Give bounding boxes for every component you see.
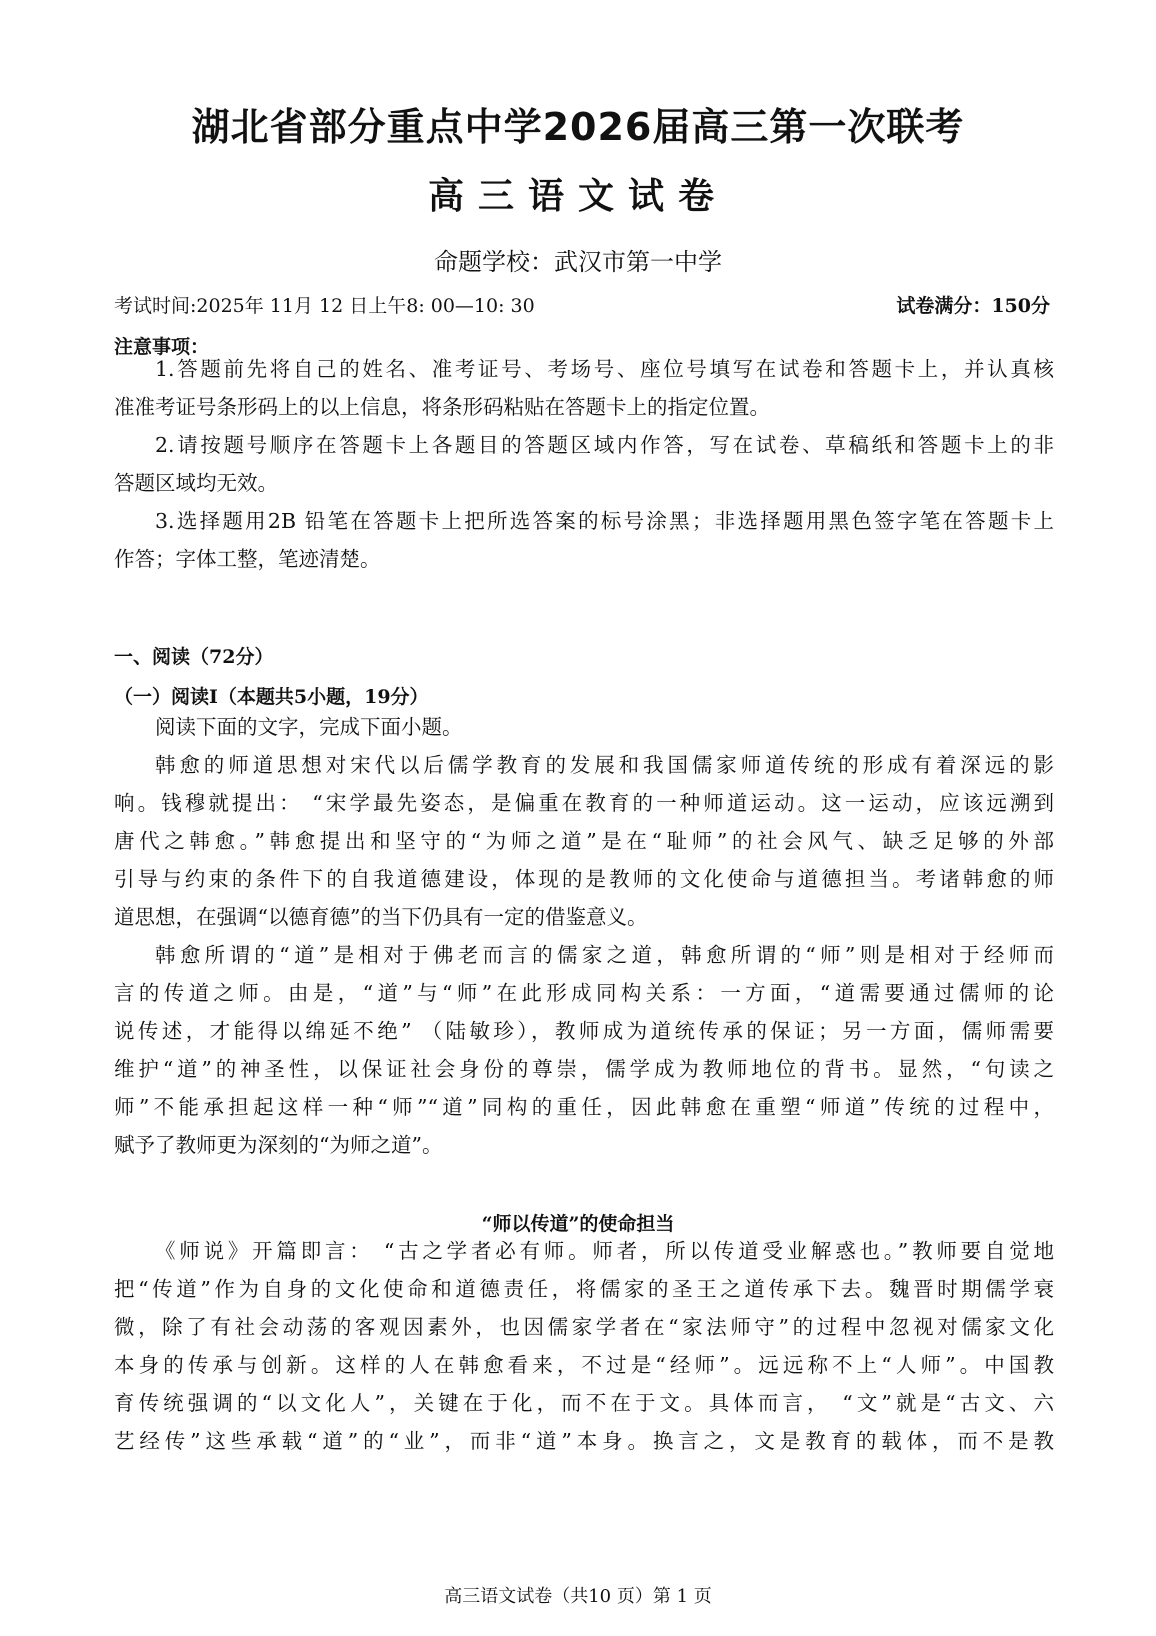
paragraph-line: 言的传道之师。由是，“道”与“师”在此形成同构关系：一方面，“道需要通过儒师的论 bbox=[114, 981, 1054, 1005]
paragraph-line: 育传统强调的“以文化人”，关键在于化，而不在于文。具体而言， “文”就是“古文、六 bbox=[114, 1391, 1054, 1415]
paragraph-line: 响。钱穆就提出： “宋学最先姿态，是偏重在教育的一种师道运动。这一运动，应该远溯到 bbox=[114, 791, 1054, 815]
instruction-line: 阅读下面的文字，完成下面小题。 bbox=[155, 715, 463, 739]
paper-subtitle: 高三语文试卷 bbox=[427, 176, 728, 217]
notes-line: 作答；字体工整，笔迹清楚。 bbox=[114, 547, 381, 571]
paragraph-line: 维护“道”的神圣性，以保证社会身份的尊崇，儒学成为教师地位的背书。显然，“句读之 bbox=[114, 1057, 1054, 1081]
paragraph-line: 微，除了有社会动荡的客观因素外，也因儒家学者在“家法师守”的过程中忽视对儒家文化 bbox=[114, 1315, 1054, 1339]
exam-time: 考试时间:2025年 11月 12 日上午8: 00—10: 30 bbox=[114, 295, 535, 317]
paragraph-line: 师”不能承担起这样一种“师”“道”同构的重任，因此韩愈在重塑“师道”传统的过程中， bbox=[114, 1095, 1054, 1119]
notes-line: 答题区域均无效。 bbox=[114, 471, 278, 495]
section-subheading: （一）阅读Ⅰ（本题共5小题，19分） bbox=[114, 686, 429, 708]
page-footer: 高三语文试卷（共10 页）第 1 页 bbox=[444, 1586, 712, 1607]
paragraph-line: 韩愈的师道思想对宋代以后儒学教育的发展和我国儒家师道传统的形成有着深远的影 bbox=[155, 753, 1054, 777]
paragraph-line: 赋予了教师更为深刻的“为师之道”。 bbox=[114, 1133, 443, 1157]
paragraph-line: 《师说》开篇即言： “古之学者必有师。师者，所以传道受业解惑也。”教师要自觉地 bbox=[155, 1239, 1054, 1263]
full-score: 试卷满分：150分 bbox=[896, 295, 1050, 317]
paragraph-line: 韩愈所谓的“道”是相对于佛老而言的儒家之道，韩愈所谓的“师”则是相对于经师而 bbox=[155, 943, 1054, 967]
notes-line: 1.答题前先将自己的姓名、准考证号、考场号、座位号填写在试卷和答题卡上，并认真核 bbox=[155, 357, 1054, 381]
setting-school: 命题学校：武汉市第一中学 bbox=[434, 248, 722, 276]
paragraph-line: 把“传道”作为自身的文化使命和道德责任，将儒家的圣王之道传承下去。魏晋时期儒学衰 bbox=[114, 1277, 1054, 1301]
passage-subtitle: “师以传道”的使命担当 bbox=[481, 1213, 675, 1235]
passage-block-2 bbox=[114, 1232, 1054, 1460]
notes-line: 准准考证号条形码上的以上信息，将条形码粘贴在答题卡上的指定位置。 bbox=[114, 395, 770, 419]
paragraph-line: 道思想，在强调“以德育德”的当下仍具有一定的借鉴意义。 bbox=[114, 905, 648, 929]
notes-block bbox=[114, 350, 1054, 578]
paragraph-line: 本身的传承与创新。这样的人在韩愈看来，不过是“经师”。远远称不上“人师”。中国教 bbox=[114, 1353, 1054, 1377]
paragraph-line: 艺经传”这些承载“道”的“业”，而非“道”本身。换言之，文是教育的载体，而不是教 bbox=[114, 1429, 1054, 1453]
exam-title: 湖北省部分重点中学2026届高三第一次联考 bbox=[191, 105, 965, 149]
notes-line: 2.请按题号顺序在答题卡上各题目的答题区域内作答，写在试卷、草稿纸和答题卡上的非 bbox=[155, 433, 1054, 457]
paragraph-line: 唐代之韩愈。”韩愈提出和坚守的“为师之道”是在“耻师”的社会风气、缺乏足够的外部 bbox=[114, 829, 1054, 853]
passage-block-1 bbox=[114, 708, 1054, 1164]
section-heading: 一、阅读（72分） bbox=[114, 646, 274, 668]
paragraph-line: 说传述，才能得以绵延不绝” （陆敏珍），教师成为道统传承的保证；另一方面，儒师需要 bbox=[114, 1019, 1054, 1043]
notes-title: 注意事项： bbox=[114, 336, 210, 358]
notes-line: 3.选择题用2B 铅笔在答题卡上把所选答案的标号涂黑；非选择题用黑色签字笔在答题卡上 bbox=[155, 509, 1054, 533]
paragraph-line: 引导与约束的条件下的自我道德建设，体现的是教师的文化使命与道德担当。考诸韩愈的师 bbox=[114, 867, 1054, 891]
